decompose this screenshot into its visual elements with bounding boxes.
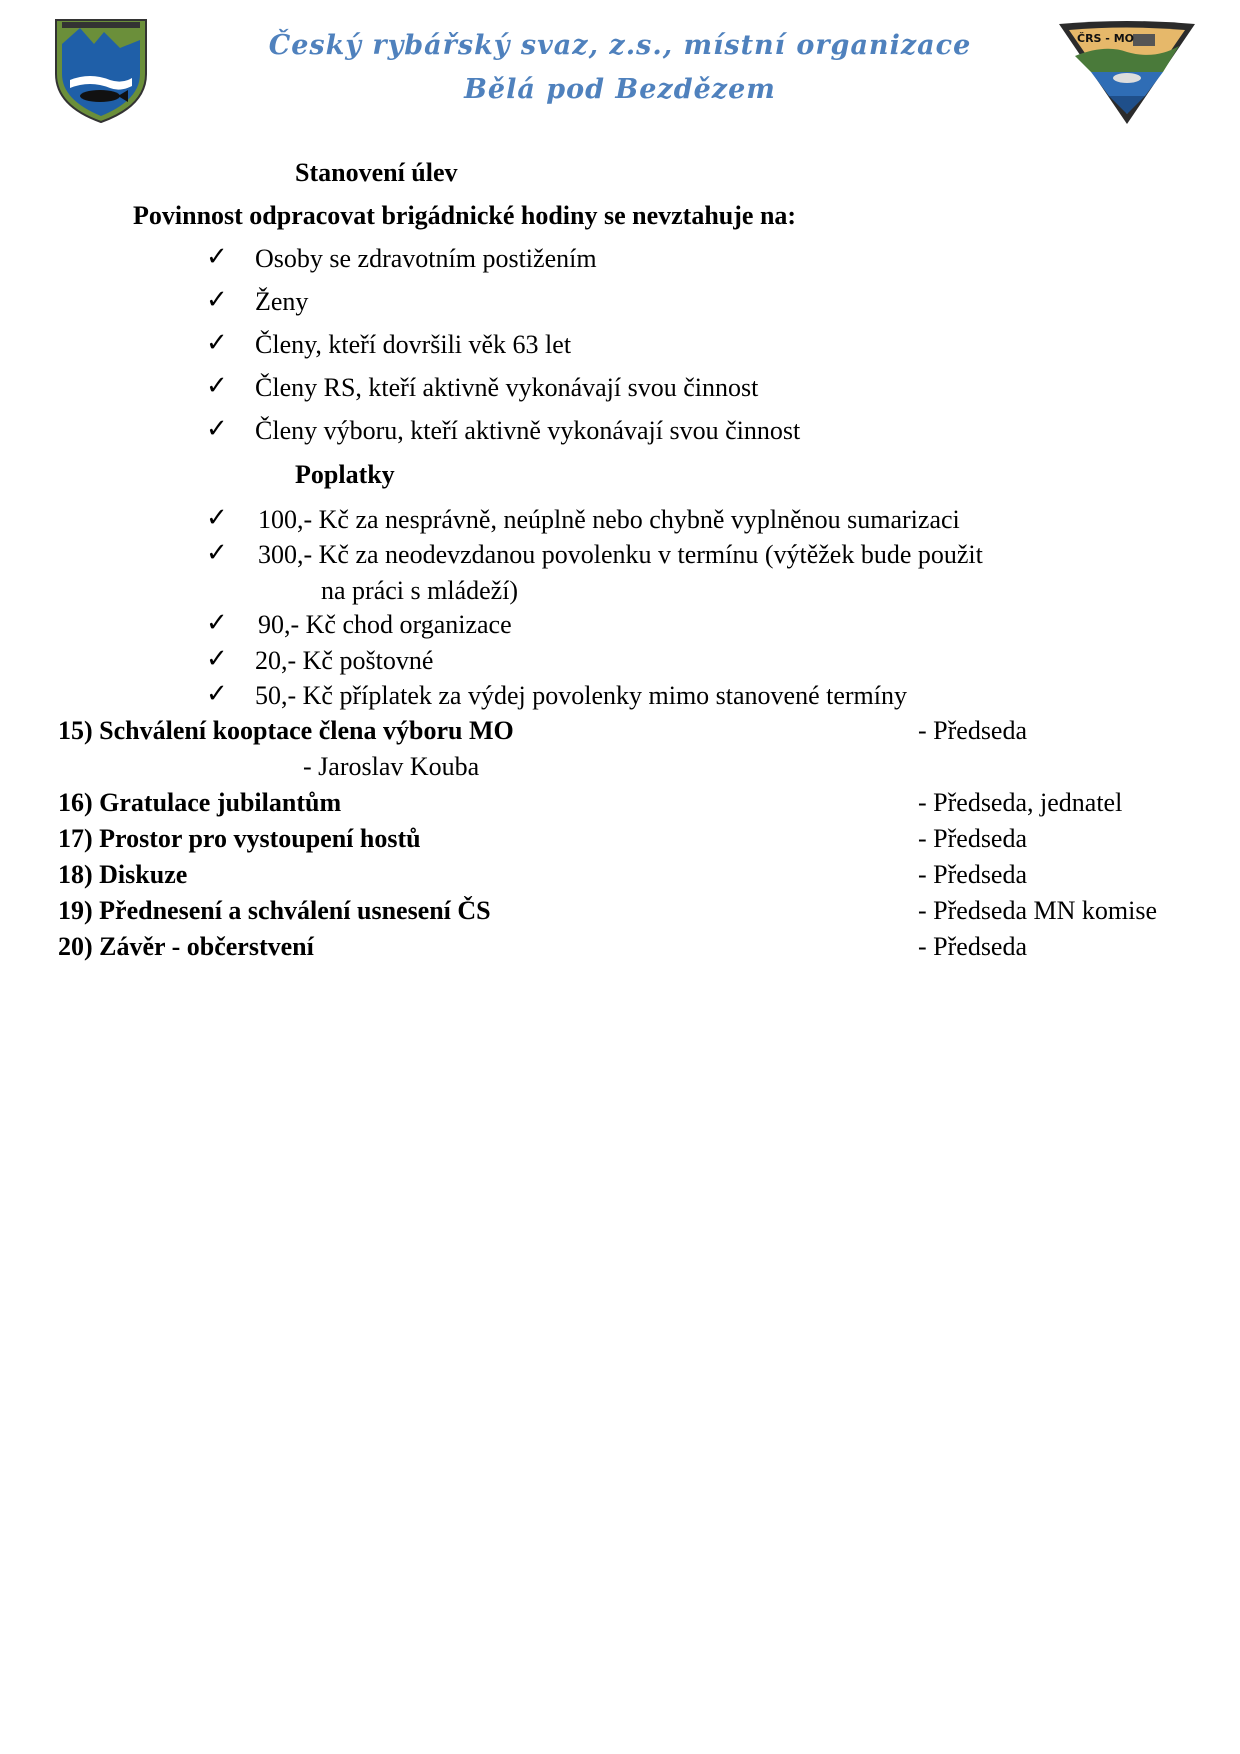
reliefs-intro: Povinnost odpracovat brigádnické hodiny se nevztahuje na:: [133, 201, 797, 230]
agenda-item-responsible: - Předseda, jednatel: [918, 788, 1123, 817]
agenda-item-title: 16) Gratulace jubilantům: [58, 788, 342, 817]
svg-text:ČRS - MO: ČRS - MO: [1077, 32, 1134, 45]
reliefs-title: Stanovení úlev: [295, 158, 458, 187]
check-mark-icon: ✓: [206, 608, 228, 638]
relief-item: Členy výboru, kteří aktivně vykonávají svou činnost: [255, 416, 801, 445]
fee-item: 20,- Kč poštovné: [255, 646, 434, 675]
agenda-item-responsible: - Předseda: [918, 932, 1028, 961]
check-mark-icon: ✓: [206, 371, 228, 401]
fees-title: Poplatky: [295, 460, 395, 489]
check-mark-icon: ✓: [206, 414, 228, 444]
agenda-item-title: 20) Závěr - občerstvení: [58, 932, 314, 961]
check-mark-icon: ✓: [206, 328, 228, 358]
fee-item: 300,- Kč za neodevzdanou povolenku v termínu (výtěžek bude použit: [258, 540, 983, 569]
fee-item: 100,- Kč za nesprávně, neúplně nebo chybně vyplněnou sumarizaci: [258, 505, 960, 534]
check-mark-icon: ✓: [206, 242, 228, 272]
agenda-item-title: 15) Schválení kooptace člena výboru MO: [58, 716, 514, 745]
agenda-item-responsible: - Předseda: [918, 860, 1028, 889]
organization-place: Bělá pod Bezdězem: [464, 74, 776, 105]
relief-item: Členy RS, kteří aktivně vykonávají svou činnost: [255, 373, 759, 402]
relief-item: Členy, kteří dovršili věk 63 let: [255, 330, 572, 359]
agenda-item-responsible: - Předseda MN komise: [918, 896, 1158, 925]
agenda-item-responsible: - Předseda: [918, 824, 1028, 853]
fee-item: 90,- Kč chod organizace: [258, 610, 512, 639]
agenda-item-title: 19) Přednesení a schválení usnesení ČS: [58, 896, 491, 925]
check-mark-icon: ✓: [206, 503, 228, 533]
agenda-item-responsible: - Předseda: [918, 716, 1028, 745]
agenda-item-title: 17) Prostor pro vystoupení hostů: [58, 824, 421, 853]
relief-item: Ženy: [255, 287, 309, 316]
fee-item-continuation: na práci s mládeží): [321, 576, 519, 605]
check-mark-icon: ✓: [206, 679, 228, 709]
relief-item: Osoby se zdravotním postižením: [255, 244, 597, 273]
organization-name: Český rybářský svaz, z.s., místní organizace: [268, 30, 972, 61]
fee-item: 50,- Kč příplatek za výdej povolenky mimo stanovené termíny: [255, 681, 907, 710]
agenda-item-sub: - Jaroslav Kouba: [303, 752, 480, 781]
check-mark-icon: ✓: [206, 538, 228, 568]
check-mark-icon: ✓: [206, 285, 228, 315]
agenda-item-title: 18) Diskuze: [58, 860, 188, 889]
check-mark-icon: ✓: [206, 644, 228, 674]
